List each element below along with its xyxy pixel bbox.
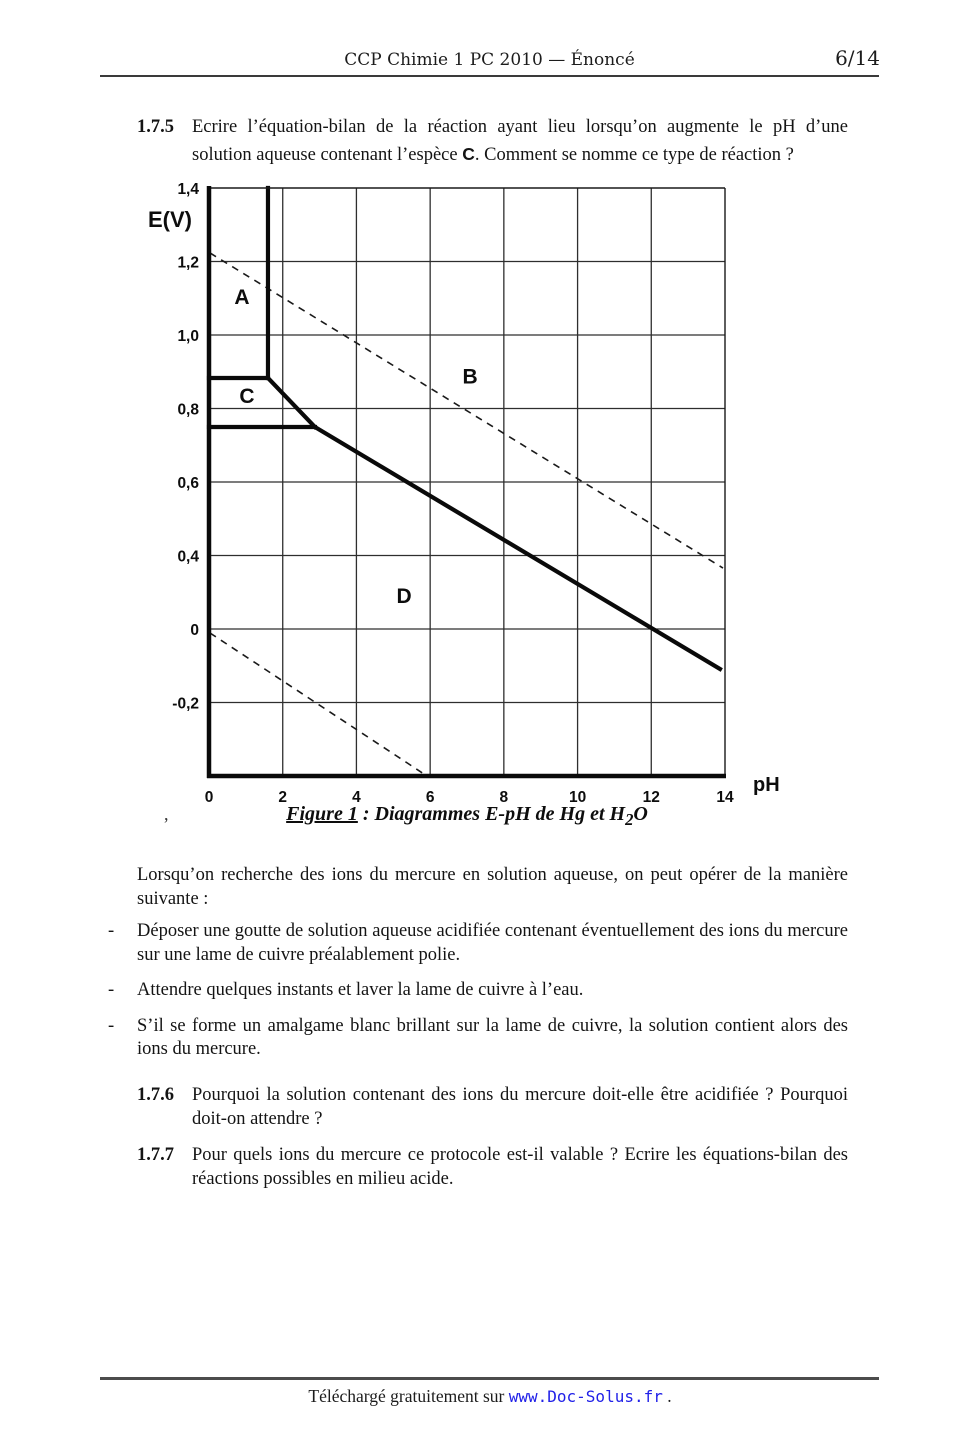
question-list: [137, 1084, 848, 1204]
hg-boundary-line: [315, 427, 720, 669]
bullet-list: [108, 920, 848, 1074]
bullet-text: Déposer une goutte de solution aqueuse acidifiée contenant éventuellement des ions du mercure sur une lame de cuivre préalablement polie.: [137, 921, 848, 965]
question-text-pre: Ecrire l’équation-bilan de la réaction ayant lieu lorsqu’on augmente le pH d’une solution aqueuse contenant l’espèce: [192, 117, 848, 165]
header-title: CCP Chimie 1 PC 2010 — Énoncé: [344, 50, 635, 70]
bullet-text: Attendre quelques instants et laver la lame de cuivre à l’eau.: [137, 980, 584, 1000]
y-tick-label: 0,4: [177, 548, 199, 566]
question-text-post: . Comment se nomme ce type de réaction ?: [474, 145, 794, 165]
question-number: 1.7.5: [137, 117, 174, 137]
question-175: [137, 114, 848, 169]
question-text: Pour quels ions du mercure ce protocole est-il valable ? Ecrire les équations-bilan des réactions possibles en milieu acide.: [192, 1145, 848, 1189]
region-label-b: B: [462, 365, 478, 389]
question-number: 1.7.7: [137, 1145, 174, 1165]
footer-text-post: .: [662, 1386, 672, 1406]
figure-caption-subscript: 2: [625, 810, 634, 829]
y-tick-label: -0,2: [172, 695, 199, 713]
stray-mark: ,: [164, 804, 169, 824]
x-tick-label: 6: [425, 789, 435, 806]
bullet-dash: -: [108, 980, 115, 1000]
y-tick-label: 1,2: [177, 254, 199, 272]
figure-caption: [209, 803, 725, 830]
water-dashed-line: [210, 633, 427, 776]
x-tick-label: 14: [716, 789, 734, 806]
page-number: 6/14: [835, 46, 880, 70]
header-rule: [100, 75, 879, 77]
bullet-text: S’il se forme un amalgame blanc brillant sur la lame de cuivre, la solution contient alors des ions du mercure.: [137, 1015, 848, 1059]
y-tick-label: 0: [190, 622, 199, 639]
y-tick-label: 0,6: [177, 475, 199, 492]
region-label-c: C: [239, 385, 255, 409]
y-tick-label: 0,8: [177, 401, 199, 419]
figure-caption-label: Figure 1: [286, 803, 358, 825]
bullet-dash: -: [108, 1015, 115, 1036]
figure-caption-separator: :: [357, 803, 375, 825]
figure-caption-text-end: O: [633, 803, 648, 825]
eph-diagram: [140, 175, 820, 823]
bullet-item: [108, 1015, 848, 1062]
footer-text-pre: Téléchargé gratuitement sur: [308, 1386, 509, 1406]
question-text: Pourquoi la solution contenant des ions du mercure doit-elle être acidifiée ? Pourquoi doit-on attendre ?: [192, 1085, 848, 1129]
x-tick-label: 10: [568, 789, 587, 806]
question-number: 1.7.6: [137, 1085, 174, 1105]
x-tick-label: 0: [204, 789, 214, 806]
region-label-d: D: [396, 585, 412, 609]
bullet-dash: -: [108, 921, 115, 941]
x-axis-title: pH: [753, 774, 780, 796]
bullet-item: [108, 979, 848, 1003]
region-label-a: A: [234, 285, 250, 309]
footer-text: [0, 1386, 980, 1407]
x-tick-label: 4: [352, 789, 361, 806]
footer-rule: [100, 1377, 879, 1380]
hg-boundary-line: [268, 378, 315, 427]
y-tick-label: 1,4: [177, 181, 199, 198]
y-tick-label: 1,0: [177, 328, 199, 345]
x-tick-label: 2: [278, 789, 288, 806]
doc-solus-link[interactable]: www.Doc-Solus.fr: [508, 1387, 663, 1406]
water-dashed-line: [210, 253, 723, 568]
figure-caption-text: Diagrammes E-pH de Hg et H: [374, 803, 626, 825]
question-176: [137, 1084, 848, 1131]
y-axis-title: E(V): [148, 207, 192, 232]
x-tick-label: 12: [642, 789, 660, 806]
x-tick-label: 8: [499, 789, 509, 806]
bullet-item: [108, 920, 848, 967]
species-c: C: [462, 144, 475, 164]
question-177: [137, 1144, 848, 1191]
intro-paragraph: Lorsqu’on recherche des ions du mercure en solution aqueuse, on peut opérer de la manière suivante :: [137, 865, 848, 909]
question-text: [192, 114, 848, 169]
